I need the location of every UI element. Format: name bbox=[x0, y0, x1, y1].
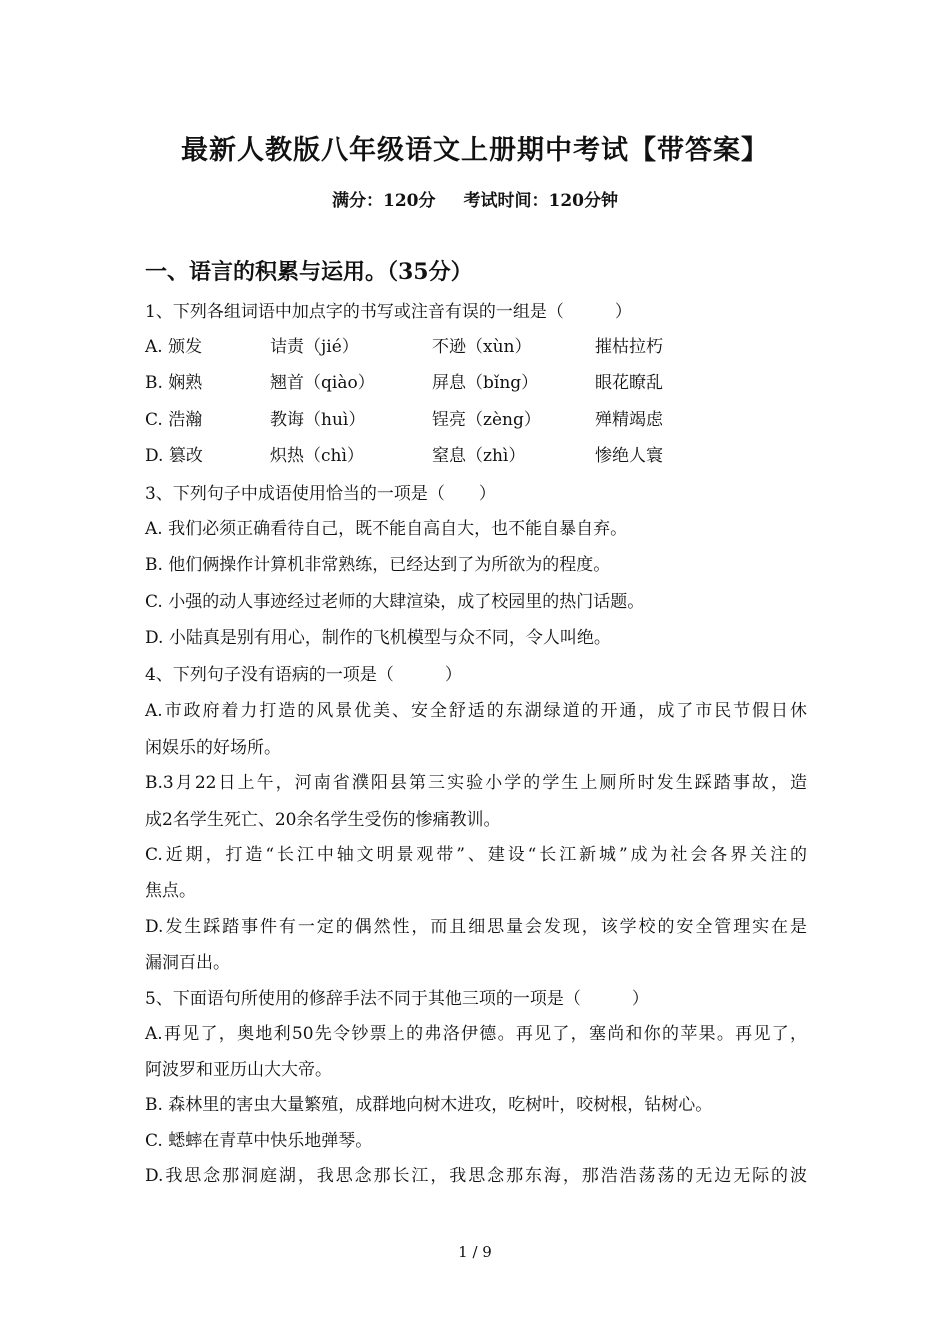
question-4-option-d-cont: 漏洞百出。 bbox=[145, 953, 230, 973]
question-3-stem: 3、下列句子中成语使用恰当的一项是（ ） bbox=[145, 484, 496, 504]
q1-b-word2: 翘首（qiào） bbox=[270, 373, 375, 393]
q1-d-word1: D. 篡改 bbox=[145, 446, 203, 466]
question-5-option-c: C. 蟋蟀在青草中快乐地弹琴。 bbox=[145, 1131, 373, 1151]
q1-a-word2: 诘责（jié） bbox=[270, 337, 359, 357]
q1-c-word3: 锃亮（zèng） bbox=[432, 410, 541, 430]
q1-c-word1: C. 浩瀚 bbox=[145, 410, 203, 430]
question-5-stem: 5、下面语句所使用的修辞手法不同于其他三项的一项是（ ） bbox=[145, 989, 649, 1009]
question-4-option-c-cont: 焦点。 bbox=[145, 881, 196, 901]
q1-b-word3: 屏息（bǐng） bbox=[432, 373, 539, 393]
exam-time: 考试时间：120分钟 bbox=[463, 191, 618, 211]
question-4-option-d: D.发生踩踏事件有一定的偶然性，而且细思量会发现，该学校的安全管理实在是 bbox=[145, 917, 807, 937]
q1-d-word4: 惨绝人寰 bbox=[595, 446, 663, 466]
question-3-option-c: C. 小强的动人事迹经过老师的大肆渲染，成了校园里的热门话题。 bbox=[145, 592, 645, 612]
question-5-option-a: A.再见了，奥地利50先令钞票上的弗洛伊德。再见了，塞尚和你的苹果。再见了， bbox=[145, 1024, 807, 1044]
question-4-option-c: C.近期，打造“长江中轴文明景观带”、建设“长江新城”成为社会各界关注的 bbox=[145, 845, 807, 865]
q1-c-word2: 教诲（huì） bbox=[270, 410, 366, 430]
question-3-option-a: A. 我们必须正确看待自己，既不能自高自大，也不能自暴自弃。 bbox=[145, 519, 628, 539]
q1-b-word4: 眼花瞭乱 bbox=[595, 373, 663, 393]
exam-info bbox=[0, 186, 950, 211]
page-title: 最新人教版八年级语文上册期中考试【带答案】 bbox=[181, 135, 769, 166]
question-3-option-b: B. 他们俩操作计算机非常熟练，已经达到了为所欲为的程度。 bbox=[145, 555, 611, 575]
q1-c-word4: 殚精竭虑 bbox=[595, 410, 663, 430]
question-5-option-b: B. 森林里的害虫大量繁殖，成群地向树木进攻，吃树叶，咬树根，钻树心。 bbox=[145, 1095, 713, 1115]
section-heading: 一、语言的积累与运用。（35分） bbox=[145, 259, 473, 285]
question-5-option-a-cont: 阿波罗和亚历山大大帝。 bbox=[145, 1060, 332, 1080]
q1-d-word2: 炽热（chì） bbox=[270, 446, 364, 466]
question-3-option-d: D. 小陆真是别有用心，制作的飞机模型与众不同，令人叫绝。 bbox=[145, 628, 611, 648]
question-4-option-a: A.市政府着力打造的风景优美、安全舒适的东湖绿道的开通，成了市民节假日休 bbox=[145, 701, 807, 721]
q1-a-word1: A. 颁发 bbox=[145, 337, 203, 357]
question-4-option-b-cont: 成2名学生死亡、20余名学生受伤的惨痛教训。 bbox=[145, 810, 501, 830]
question-4-option-b: B.3月22日上午，河南省濮阳县第三实验小学的学生上厕所时发生踩踏事故，造 bbox=[145, 773, 807, 793]
question-5-option-d: D.我思念那洞庭湖，我思念那长江，我思念那东海，那浩浩荡荡的无边无际的波 bbox=[145, 1166, 807, 1186]
full-score: 满分：120分 bbox=[332, 191, 436, 211]
page-number: 1 / 9 bbox=[458, 1243, 492, 1261]
q1-b-word1: B. 娴熟 bbox=[145, 373, 203, 393]
question-4-stem: 4、下列句子没有语病的一项是（ ） bbox=[145, 665, 462, 685]
q1-a-word4: 摧枯拉朽 bbox=[595, 337, 663, 357]
question-1-stem: 1、下列各组词语中加点字的书写或注音有误的一组是（ ） bbox=[145, 302, 632, 322]
q1-d-word3: 窒息（zhì） bbox=[432, 446, 526, 466]
q1-a-word3: 不逊（xùn） bbox=[432, 337, 532, 357]
question-4-option-a-cont: 闲娱乐的好场所。 bbox=[145, 738, 281, 758]
